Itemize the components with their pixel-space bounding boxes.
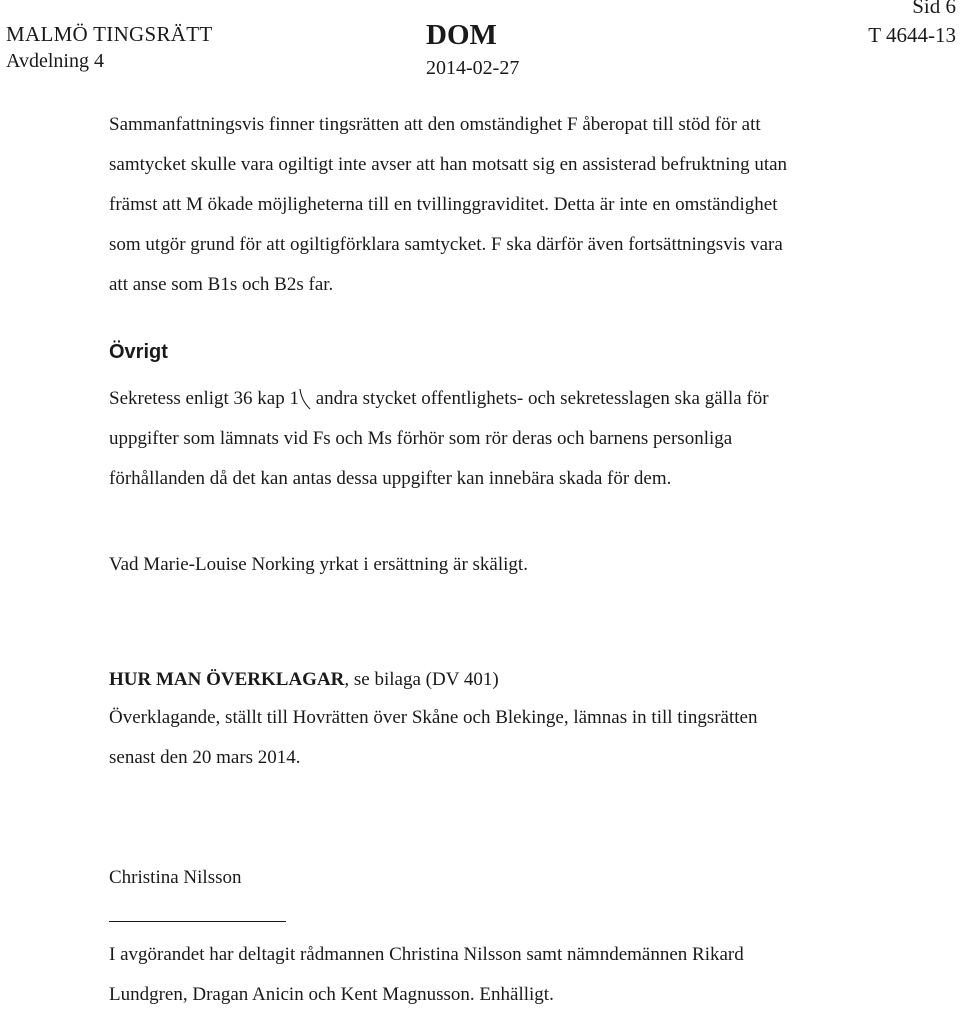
text-line: främst att M ökade möjligheterna till en tvillinggraviditet. Detta är inte en omständighet [109,194,778,215]
text-line: I avgörandet har deltagit rådmannen Christina Nilsson samt nämndemännen Rikard [109,944,744,965]
text-line: Sammanfattningsvis finner tingsrätten att den omständighet F åberopat till stöd för att [109,114,761,135]
text-line [109,660,499,700]
appeal-heading: HUR MAN ÖVERKLAGAR [109,669,345,690]
text-line: samtycket skulle vara ogiltigt inte avser att han motsatt sig en assisterad befruktning utan [109,154,788,175]
text-line: Lundgren, Dragan Anicin och Kent Magnusson. Enhälligt. [109,984,554,1005]
signature-divider [109,921,286,922]
paragraph-secrecy [109,379,769,499]
document-date: 2014-02-27 [426,57,520,79]
paragraph-compensation [109,545,528,585]
footnote-mark-icon [299,388,311,410]
paragraph-appeal [109,698,757,778]
document-type: DOM [426,19,497,51]
paragraph-panel [109,935,744,1015]
page-number: Sid 6 [912,0,956,18]
text-segment: Sekretess enligt 36 kap 1 [109,388,299,409]
text-line: uppgifter som lämnats vid Fs och Ms förhör som rör deras och barnens personliga [109,428,733,449]
text-line: senast den 20 mars 2014. [109,747,301,768]
text-line: Vad Marie-Louise Norking yrkat i ersättning är skäligt. [109,554,528,575]
text-segment: andra stycket offentlighets- och sekretesslagen ska gälla för [310,388,769,409]
text-line: att anse som B1s och B2s far. [109,274,334,295]
text-line: förhållanden då det kan antas dessa uppgifter kan innebära skada för dem. [109,468,672,489]
text-line [109,379,769,419]
court-name: MALMÖ TINGSRÄTT [6,22,213,46]
text-line: Överklagande, ställt till Hovrätten över Skåne och Blekinge, lämnas in till tingsrätten [109,707,758,728]
appeal-heading-line [109,660,499,700]
court-division: Avdelning 4 [6,50,104,72]
signature-name: Christina Nilsson [109,867,242,888]
section-heading-ovrigt: Övrigt [109,341,168,363]
case-number: T 4644-13 [868,23,956,47]
appeal-attachment-ref: , se bilaga (DV 401) [344,669,499,690]
paragraph-summary [109,105,787,305]
text-line: som utgör grund för att ogiltigförklara samtycket. F ska därför även fortsättningsvis vara [109,234,783,255]
